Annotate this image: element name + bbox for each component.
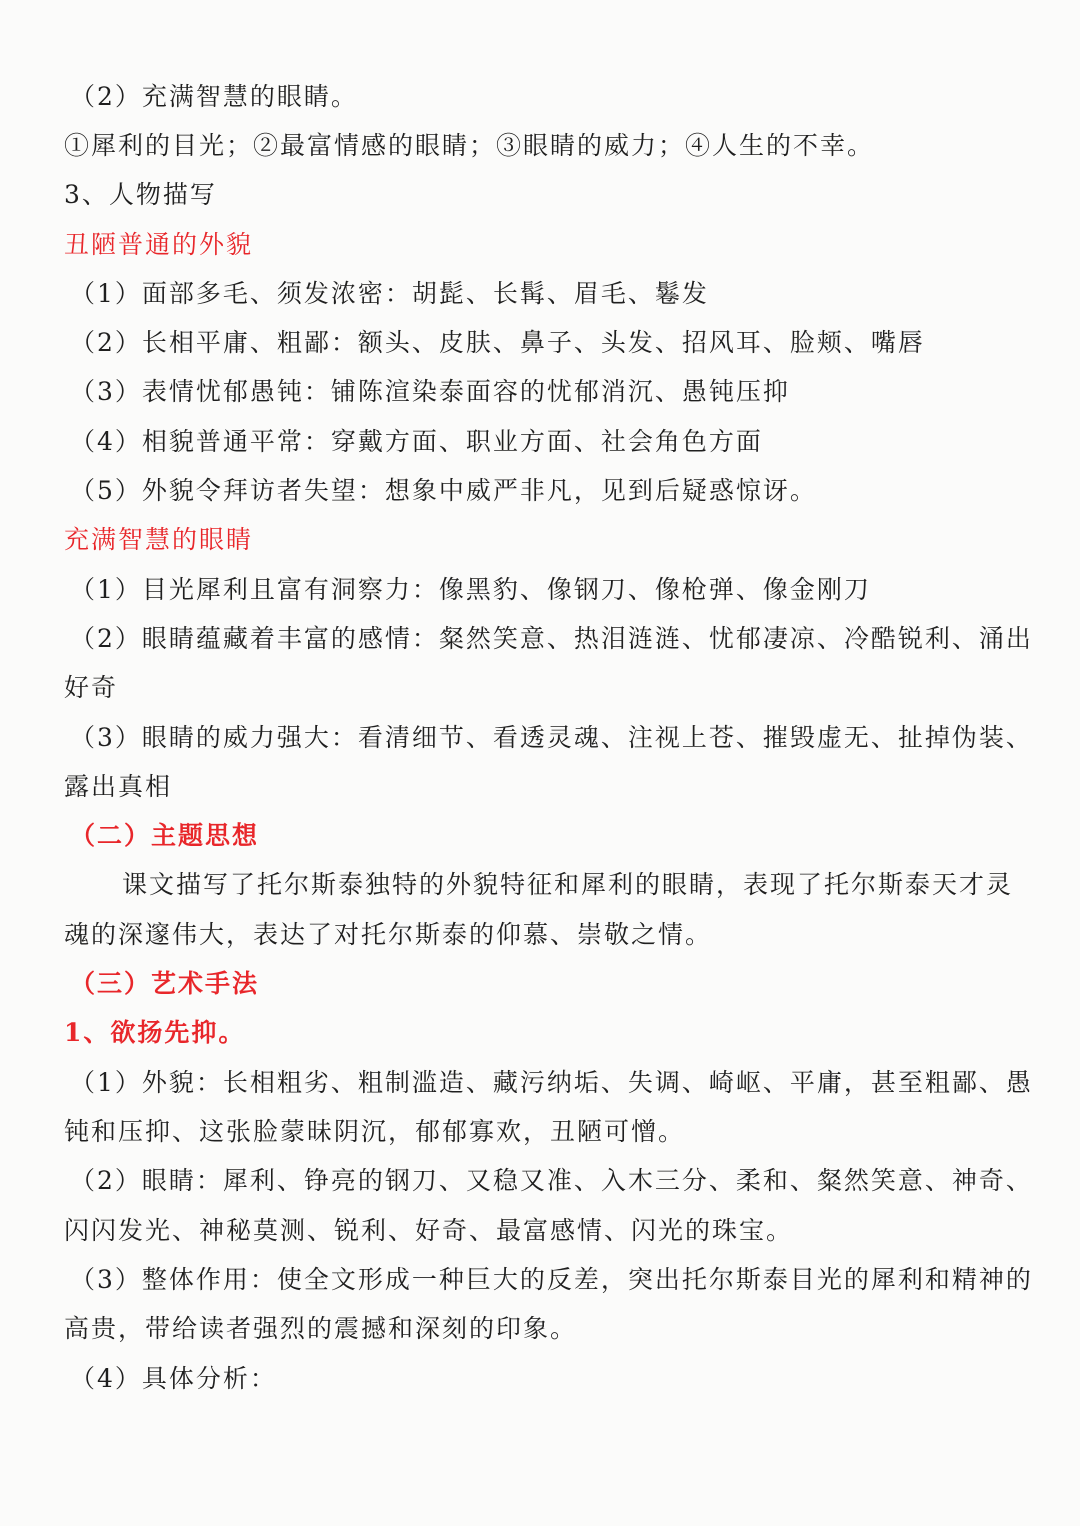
paragraph-line: 课文描写了托尔斯泰独特的外貌特征和犀利的眼睛，表现了托尔斯泰天才灵 [122, 870, 1014, 899]
section-heading: （三）艺术手法 [70, 969, 260, 998]
text-line: 露出真相 [64, 772, 173, 801]
text-line: （2）充满智慧的眼睛。 [70, 82, 358, 111]
text-line: （2）长相平庸、粗鄙：额头、皮肤、鼻子、头发、招风耳、脸颊、嘴唇 [70, 328, 925, 357]
text-line: （5）外貌令拜访者失望：想象中威严非凡，见到后疑惑惊讶。 [70, 476, 817, 505]
text-line: 高贵，带给读者强烈的震撼和深刻的印象。 [64, 1314, 578, 1343]
subheading: 1、欲扬先抑。 [64, 1018, 246, 1047]
text-line: ①犀利的目光；②最富情感的眼睛；③眼睛的威力；④人生的不幸。 [64, 131, 875, 160]
text-line: （3）眼睛的威力强大：看清细节、看透灵魂、注视上苍、摧毁虚无、扯掉伪装、 [70, 723, 1033, 752]
text-line: （4）具体分析： [70, 1364, 277, 1393]
text-line: （2）眼睛：犀利、铮亮的钢刀、又稳又准、入木三分、柔和、粲然笑意、神奇、 [70, 1166, 1033, 1195]
subheading: 充满智慧的眼睛 [64, 525, 254, 554]
text-line: 闪闪发光、神秘莫测、锐利、好奇、最富感情、闪光的珠宝。 [64, 1216, 794, 1245]
text-line: （1）外貌：长相粗劣、粗制滥造、藏污纳垢、失调、崎岖、平庸，甚至粗鄙、愚 [70, 1068, 1033, 1097]
text-line: （1）目光犀利且富有洞察力：像黑豹、像钢刀、像枪弹、像金刚刀 [70, 575, 871, 604]
text-line: （1）面部多毛、须发浓密：胡髭、长髯、眉毛、鬈发 [70, 279, 709, 308]
text-line: （2）眼睛蕴藏着丰富的感情：粲然笑意、热泪涟涟、忧郁凄凉、冷酷锐利、涌出 [70, 624, 1033, 653]
paragraph-line: 魂的深邃伟大，表达了对托尔斯泰的仰慕、崇敬之情。 [64, 920, 713, 949]
text-line: （3）表情忧郁愚钝：铺陈渲染泰面容的忧郁消沉、愚钝压抑 [70, 377, 790, 406]
section-heading: （二）主题思想 [70, 821, 260, 850]
text-line: （3）整体作用：使全文形成一种巨大的反差，突出托尔斯泰目光的犀利和精神的 [70, 1265, 1033, 1294]
text-line: 钝和压抑、这张脸蒙昧阴沉，郁郁寡欢，丑陋可憎。 [64, 1117, 686, 1146]
text-line: 好奇 [64, 673, 119, 702]
section-line: 3、人物描写 [64, 180, 217, 209]
subheading: 丑陋普通的外貌 [64, 230, 254, 259]
text-line: （4）相貌普通平常：穿戴方面、职业方面、社会角色方面 [70, 427, 763, 456]
